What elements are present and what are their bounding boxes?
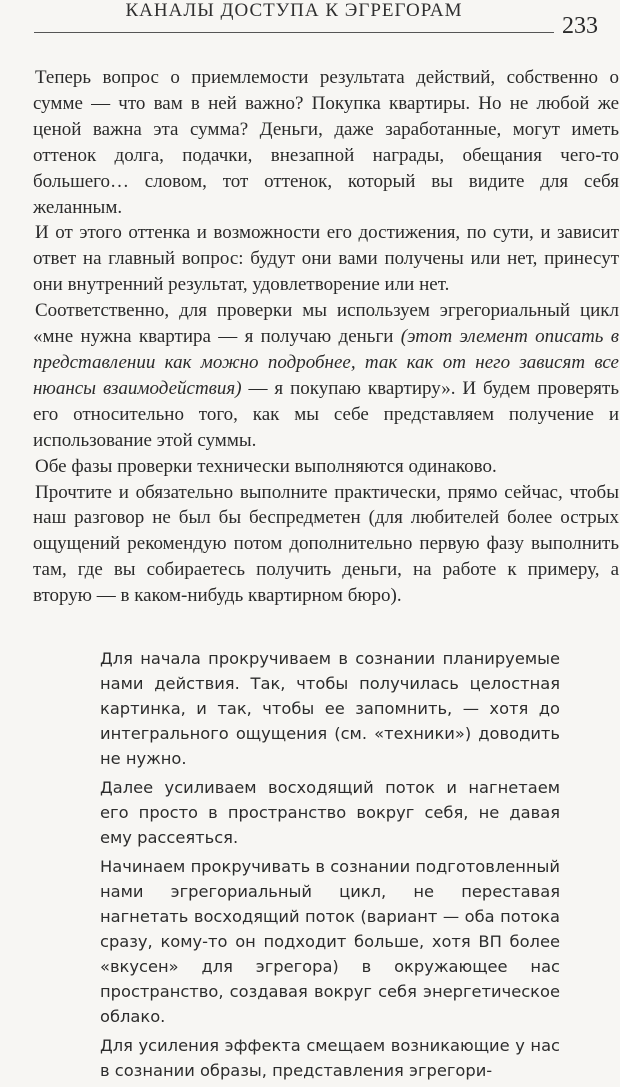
exercise-step: Начинаем прокручивать в сознании подготовленный нами эгрегориальный цикл, не переставая нагнетать восходящий поток (вариант — оба потока сразу, кому-то он подходит больше, хотя ВП более «вкусен» для эгрегора) в окружающее нас пространство, создавая вокруг себя энергетическое облако. — [100, 857, 560, 1026]
paragraph-text: — я покупаю квартиру». И будем проверять его относительно того, как мы себе представляем получение и использование этой суммы. — [33, 377, 619, 451]
paragraph: Прочтите и обязательно выполните практически, прямо сейчас, чтобы наш разговор не был бы беспредметен (для любителей более острых ощущений рекомендую потом дополнительно первую фазу выполнить там, где вы собираетесь получить деньги, на работе к примеру, а вторую — в каком-нибудь квартирном бюро). — [33, 481, 619, 607]
page-header — [34, 0, 554, 33]
paragraph — [33, 298, 619, 453]
page-number: 233 — [562, 13, 598, 39]
main-text — [33, 65, 619, 609]
paragraph: Обе фазы проверки технически выполняются одинаково. — [35, 455, 497, 477]
paragraph-text: Соответственно, для проверки мы используем эгрегориальный цикл «мне нужна квартира — я получаю деньги — [33, 300, 619, 348]
italic-remark: (этот элемент описать в представлении как можно подробнее, так как от него зависят все нюансы взаимодействия) — [33, 326, 620, 399]
exercise-step: Для усиления эффекта смещаем возникающие у нас в сознании образы, представления эгрегори- — [100, 1036, 560, 1080]
paragraph: И от этого оттенка и возможности его достижения, по сути, и зависит ответ на главный вопрос: будут они вами получены или нет, принесут они внутренний результат, удовлетворение или нет. — [33, 222, 619, 296]
exercise-step: Далее усиливаем восходящий поток и нагнетаем его просто в пространство вокруг себя, не давая ему рассеяться. — [100, 778, 560, 847]
running-title: КАНАЛЫ ДОСТУПА К ЭГРЕГОРАМ — [125, 0, 463, 21]
paragraph: Теперь вопрос о приемлемости результата действий, собственно о сумме — что вам в ней важно? Покупка квартиры. Но не любой же ценой важна эта сумма? Деньги, даже заработанные, могут иметь оттенок долга, подачки, внезапной награды, обещания чего-то большего… словом, тот оттенок, который вы видите для себя желанным. — [33, 67, 619, 218]
exercise-block — [100, 646, 560, 1087]
exercise-step: Для начала прокручиваем в сознании планируемые нами действия. Так, чтобы получилась целостная картинка, и так, чтобы ее запомнить, — хотя до интегрального ощущения (см. «техники») доводить не нужно. — [100, 649, 560, 768]
